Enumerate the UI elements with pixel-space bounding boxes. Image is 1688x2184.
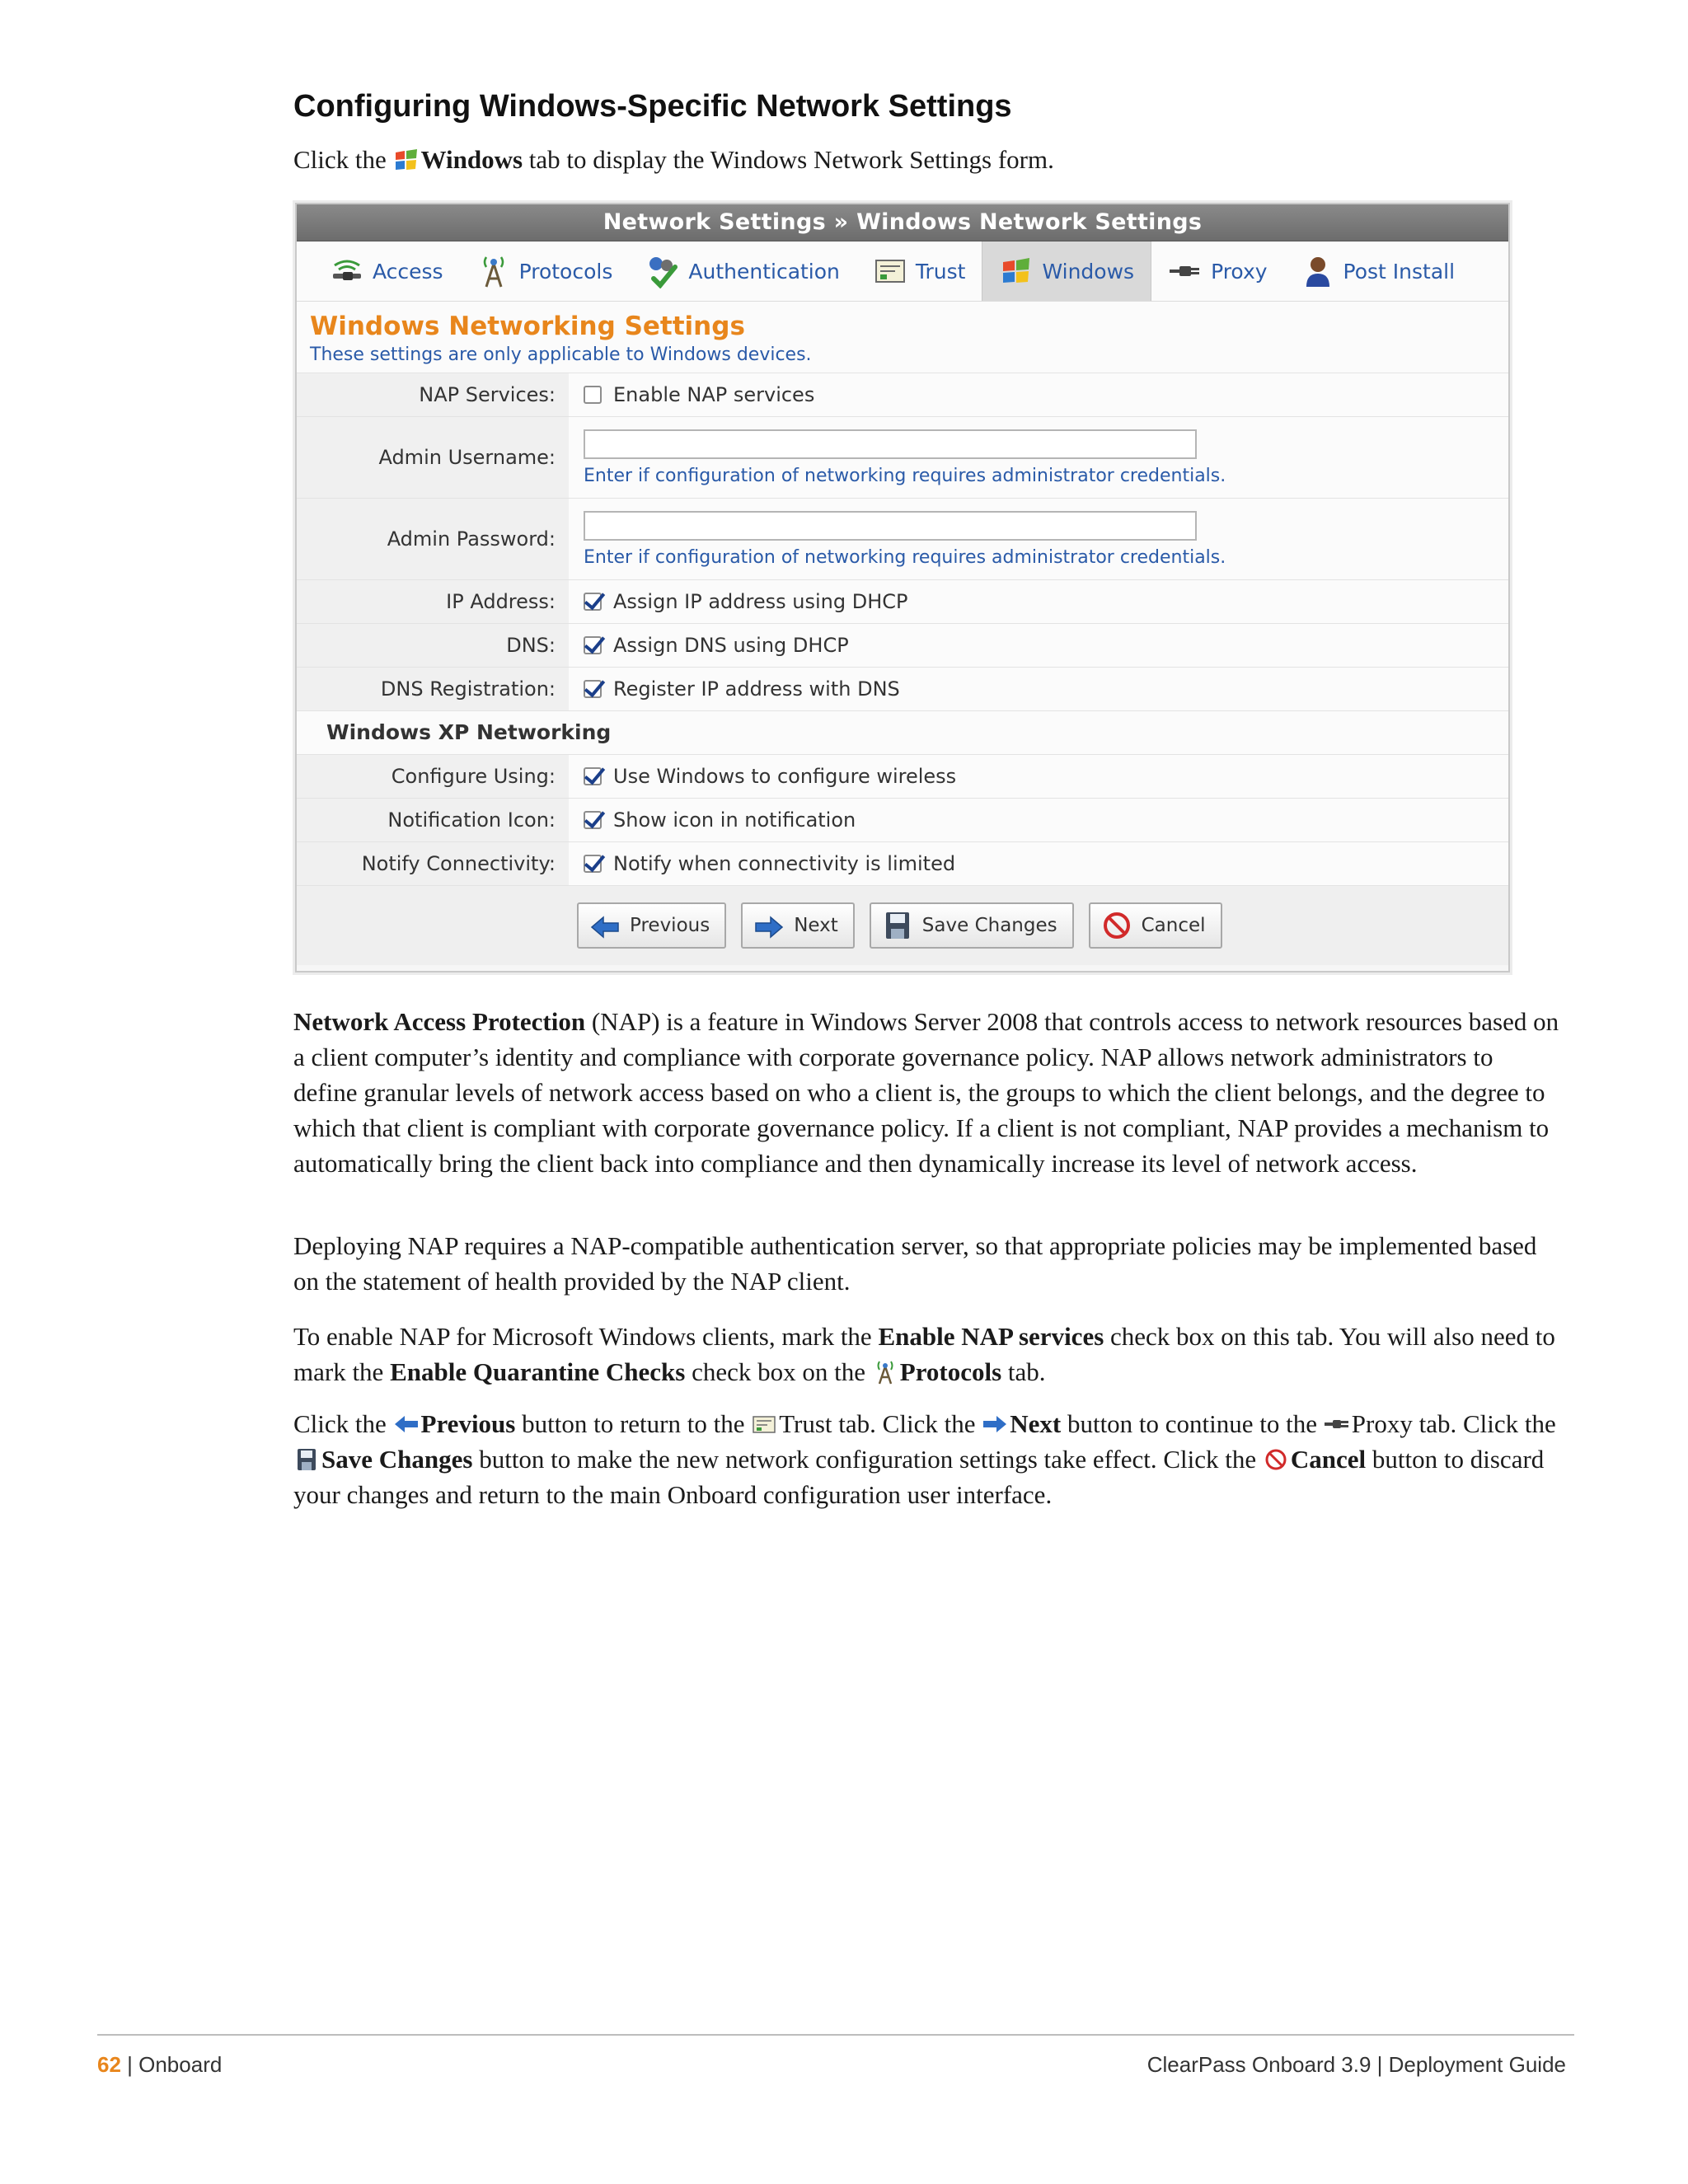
cancel-prohibited-icon <box>1263 1447 1289 1472</box>
admin-password-row <box>297 499 1508 580</box>
notify-connectivity-row: Notify Connectivity: Notify when connectivity is limited <box>297 842 1508 886</box>
tab-authentication[interactable]: Authentication <box>629 241 856 301</box>
footer-product: ClearPass Onboard 3.9 <box>1146 2052 1372 2077</box>
cancel-prohibited-icon <box>1100 909 1133 942</box>
show-icon-notification-checkbox[interactable] <box>584 811 602 829</box>
nap-description-paragraph: Network Access Protection (NAP) is a feature in Windows Server 2008 that controls access to network resources based on a client computer’s identity and compliance with corporate governance policy. NAP allows network administrators to define granular levels of network access based on who a client is, the groups to which the client belongs, and the degree to which that client is compliant with corporate governance policy. If a client is not compliant, NAP provides a mechanism to automatically bring the client back into compliance and then dynamically increase its level of network access. <box>293 1007 1559 1178</box>
ip-address-label: IP Address: <box>297 580 569 623</box>
cancel-button[interactable]: Cancel <box>1089 902 1222 949</box>
notification-icon-label: Notification Icon: <box>297 799 569 841</box>
dns-registration-label: DNS Registration: <box>297 668 569 710</box>
button-instructions-paragraph: Click the Previous button to return to the Trust tab. Click the Next button to continue to the Proxy tab. Click the Save Changes button to make the new network configuration settings take effect. Click the Cancel button to discard your changes and return to the main Onboard configuration user interface. <box>293 1409 1556 1509</box>
windows-logo-icon <box>393 148 420 172</box>
tab-trust[interactable]: Trust <box>856 241 982 301</box>
tab-protocols[interactable]: Protocols <box>460 241 630 301</box>
proxy-plug-icon <box>1168 254 1203 288</box>
assign-dns-dhcp-checkbox[interactable] <box>584 636 602 654</box>
admin-username-hint: Enter if configuration of networking requires administrator credentials. <box>584 465 1226 486</box>
use-windows-wireless-checkbox[interactable] <box>584 767 602 785</box>
protocols-antenna-icon <box>476 254 511 288</box>
authentication-icon <box>645 254 680 288</box>
admin-password-label: Admin Password: <box>297 499 569 579</box>
page-number: 62 <box>97 2052 121 2077</box>
footer-right: ClearPass Onboard 3.9 | Deployment Guide <box>1146 2052 1566 2077</box>
form-subtitle: These settings are only applicable to Windows devices. <box>310 344 812 365</box>
dns-label: DNS: <box>297 624 569 667</box>
form-title: Windows Networking Settings <box>310 312 745 341</box>
nap-services-label: NAP Services: <box>297 373 569 416</box>
tab-bar <box>297 241 1508 302</box>
configure-using-label: Configure Using: <box>297 755 569 798</box>
admin-password-hint: Enter if configuration of networking requires administrator credentials. <box>584 546 1226 568</box>
floppy-disk-icon <box>293 1447 320 1472</box>
tab-proxy[interactable]: Proxy <box>1151 241 1283 301</box>
post-install-user-icon <box>1301 254 1335 288</box>
arrow-right-icon <box>753 909 785 942</box>
network-settings-panel <box>295 203 1510 972</box>
panel-title: Network Settings » Windows Network Settings <box>297 204 1508 241</box>
previous-button[interactable]: Previous <box>577 902 726 949</box>
proxy-plug-icon <box>1324 1412 1350 1436</box>
enable-nap-checkbox[interactable] <box>584 386 602 404</box>
footer-guide: Deployment Guide <box>1388 2052 1566 2077</box>
nap-services-row: NAP Services: Enable NAP services <box>297 373 1508 417</box>
trust-certificate-icon <box>873 254 907 288</box>
protocols-antenna-icon <box>872 1360 898 1385</box>
enable-nap-instructions-paragraph: To enable NAP for Microsoft Windows clients, mark the Enable NAP services check box on this tab. You will also need to mark the Enable Quarantine Checks check box on the Protocols tab. <box>293 1322 1555 1386</box>
notify-connectivity-label: Notify Connectivity: <box>297 842 569 885</box>
configure-using-row: Configure Using: Use Windows to configure wireless <box>297 755 1508 799</box>
windows-logo-icon <box>999 254 1034 288</box>
windows-xp-section-heading: Windows XP Networking <box>297 711 1508 755</box>
arrow-left-icon <box>588 909 621 942</box>
footer-divider <box>97 2034 1574 2036</box>
admin-username-row <box>297 417 1508 499</box>
section-heading: Configuring Windows-Specific Network Settings <box>293 89 1012 124</box>
trust-certificate-icon <box>751 1412 777 1436</box>
arrow-left-icon <box>393 1412 420 1436</box>
admin-password-input[interactable] <box>584 511 1197 541</box>
notification-icon-row: Notification Icon: Show icon in notification <box>297 799 1508 842</box>
arrow-right-icon <box>982 1412 1008 1436</box>
admin-username-label: Admin Username: <box>297 417 569 498</box>
tab-access[interactable]: Access <box>313 241 460 301</box>
footer-section: Onboard <box>138 2052 223 2077</box>
footer-left: 62 | Onboard <box>97 2052 223 2077</box>
save-changes-button[interactable]: Save Changes <box>870 902 1074 949</box>
intro-paragraph: Click the Windows tab to display the Windows Network Settings form. <box>293 145 1054 174</box>
dns-registration-row: DNS Registration: Register IP address with DNS <box>297 668 1508 711</box>
tab-windows[interactable]: Windows <box>982 241 1151 301</box>
assign-ip-dhcp-checkbox[interactable] <box>584 593 602 611</box>
access-icon <box>330 254 364 288</box>
button-bar <box>297 886 1508 965</box>
dns-row: DNS: Assign DNS using DHCP <box>297 624 1508 668</box>
nap-deployment-paragraph: Deploying NAP requires a NAP-compatible authentication server, so that appropriate policies may be implemented based on the statement of health provided by the NAP client. <box>293 1231 1537 1296</box>
notify-connectivity-checkbox[interactable] <box>584 855 602 873</box>
admin-username-input[interactable] <box>584 429 1197 459</box>
floppy-disk-icon <box>881 909 914 942</box>
register-ip-dns-checkbox[interactable] <box>584 680 602 698</box>
ip-address-row: IP Address: Assign IP address using DHCP <box>297 580 1508 624</box>
tab-post-install[interactable]: Post Install <box>1284 241 1472 301</box>
form-header <box>297 302 1508 373</box>
next-button[interactable]: Next <box>741 902 855 949</box>
